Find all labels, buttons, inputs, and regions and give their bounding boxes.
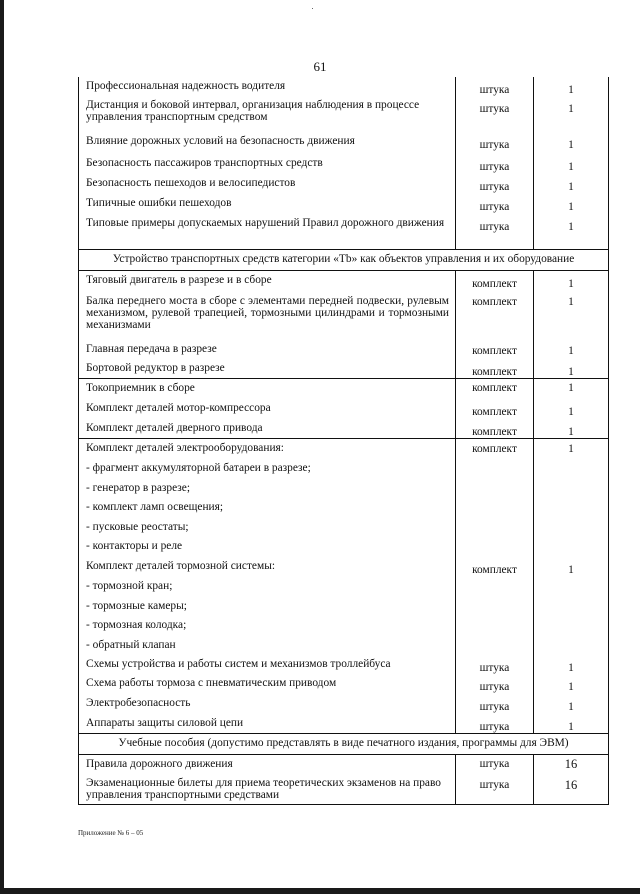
item-qty: 1: [533, 399, 608, 419]
item-name: Бортовой редуктор в разрезе: [86, 362, 225, 374]
item-unit: штука: [455, 194, 533, 214]
table-row: [79, 655, 608, 674]
item-unit: штука: [455, 174, 533, 194]
group-title-brake: Комплект деталей тормозной системы:: [86, 560, 276, 572]
table-row: [79, 271, 608, 292]
item-unit: комплект: [455, 379, 533, 399]
section-title: Устройство транспортных средств категории «Tb» как объектов управления и их оборудование: [112, 253, 575, 265]
item-qty: 1: [533, 674, 608, 694]
item-qty: 1: [533, 694, 608, 714]
table-row: [79, 77, 608, 96]
item-name: Тяговый двигатель в разрезе и в сборе: [86, 274, 272, 286]
item-unit: штука: [455, 674, 533, 694]
item-name: Профессиональная надежность водителя: [86, 80, 286, 92]
table-row: [79, 214, 608, 249]
item-unit: комплект: [455, 338, 533, 359]
item-qty: 1: [533, 154, 608, 174]
item-unit: штука: [455, 132, 533, 154]
table-row: [79, 378, 608, 399]
item-unit: штука: [455, 77, 533, 96]
item-name: Схемы устройства и работы систем и механизмов троллейбуса: [86, 658, 391, 670]
item-unit: штука: [455, 774, 533, 804]
item-unit: комплект: [455, 271, 533, 292]
table-row: [79, 154, 608, 174]
section-heading: [79, 249, 608, 271]
item-name: Влияние дорожных условий на безопасность движения: [86, 135, 355, 147]
item-qty: 1: [533, 338, 608, 359]
item-name: Комплект деталей мотор-компрессора: [86, 402, 271, 414]
table-row: [79, 359, 608, 378]
item-name: Типовые примеры допускаемых нарушений Правил дорожного движения: [86, 217, 445, 229]
table-row: [79, 338, 608, 359]
item-group: [79, 439, 455, 655]
item-unit: штука: [455, 714, 533, 733]
item-name: Правила дорожного движения: [86, 758, 233, 770]
table-row: [79, 96, 608, 132]
item-qty: 1: [533, 271, 608, 292]
scan-bottom-edge: [0, 888, 640, 894]
table-row: [79, 438, 608, 655]
section-heading: [79, 733, 608, 755]
group-item: - обратный клапан: [86, 639, 176, 651]
section-title: Учебные пособия (допустимо представлять в виде печатного издания, программы для ЭВМ): [118, 737, 569, 749]
item-name: Электробезопасность: [86, 697, 191, 709]
table-row: [79, 774, 608, 804]
scan-speck: [312, 8, 313, 9]
scan-left-edge: [0, 0, 4, 894]
item-name: Токоприемник в сборе: [86, 382, 195, 394]
equipment-table: [78, 77, 609, 805]
item-qty: 1: [533, 359, 608, 378]
item-unit: комплект: [472, 564, 517, 576]
item-name: Схема работы тормоза с пневматическим приводом: [86, 677, 337, 689]
item-unit: комплект: [455, 292, 533, 338]
item-name: Аппараты защиты силовой цепи: [86, 717, 244, 729]
item-qty: 1: [533, 379, 608, 399]
table-row: [79, 714, 608, 733]
item-name: Безопасность пассажиров транспортных средств: [86, 157, 323, 169]
item-unit: штука: [455, 214, 533, 249]
group-title-electro: Комплект деталей электрооборудования:: [86, 442, 284, 454]
item-qty: 1: [533, 292, 608, 338]
item-unit: штука: [455, 154, 533, 174]
item-unit: штука: [455, 96, 533, 132]
item-qty: 1: [533, 96, 608, 132]
item-qty: 1: [568, 443, 574, 455]
item-qty: 1: [568, 564, 574, 576]
item-unit: штука: [455, 655, 533, 674]
table-row: [79, 194, 608, 214]
item-qty: 1: [533, 655, 608, 674]
group-item: - фрагмент аккумуляторной батареи в разрезе;: [86, 462, 311, 474]
table-row: [79, 694, 608, 714]
page-number: 61: [313, 59, 327, 74]
group-item: - пусковые реостаты;: [86, 521, 189, 533]
table-row: [79, 132, 608, 154]
table-row: [79, 399, 608, 419]
item-name: Комплект деталей дверного привода: [86, 422, 263, 434]
group-item: - тормозные камеры;: [86, 600, 187, 612]
table-row: [79, 292, 608, 338]
item-unit: штука: [455, 755, 533, 774]
item-unit: комплект: [455, 399, 533, 419]
item-name: Дистанция и боковой интервал, организация наблюдения в процессе управления транспортным средством: [86, 99, 420, 123]
item-name: Типичные ошибки пешеходов: [86, 197, 232, 209]
group-item: - комплект ламп освещения;: [86, 501, 224, 513]
table-row: [79, 419, 608, 438]
item-qty: 1: [533, 214, 608, 249]
item-qty: 16: [533, 774, 608, 804]
item-unit: комплект: [455, 419, 533, 438]
item-name: Балка переднего моста в сборе с элементами передней подвески, рулевым механизмом, рулевой трапецией, тормозными цилиндрами и тормозными механизмами: [86, 295, 449, 331]
group-item: - генератор в разрезе;: [86, 482, 190, 494]
item-qty: 1: [533, 194, 608, 214]
item-name: Безопасность пешеходов и велосипедистов: [86, 177, 296, 189]
item-unit: штука: [455, 694, 533, 714]
document-footer: Приложение № 6 – 05: [78, 829, 144, 837]
group-item: - контакторы и реле: [86, 540, 183, 552]
item-qty-col: [533, 439, 608, 655]
item-qty: 1: [533, 714, 608, 733]
item-unit-col: [455, 439, 533, 655]
item-qty: 1: [533, 174, 608, 194]
item-unit: комплект: [455, 359, 533, 378]
item-qty: 1: [533, 132, 608, 154]
group-item: - тормозной кран;: [86, 580, 173, 592]
item-unit: комплект: [472, 443, 517, 455]
item-name: Главная передача в разрезе: [86, 343, 217, 355]
item-name: Экзаменационные билеты для приема теоретических экзаменов на право управления транспортными средствами: [86, 777, 441, 801]
table-row: [79, 674, 608, 694]
item-qty: 1: [533, 419, 608, 438]
item-qty: 16: [533, 755, 608, 774]
group-item: - тормозная колодка;: [86, 619, 187, 631]
table-row: [79, 755, 608, 774]
item-qty: 1: [533, 77, 608, 96]
table-row: [79, 174, 608, 194]
